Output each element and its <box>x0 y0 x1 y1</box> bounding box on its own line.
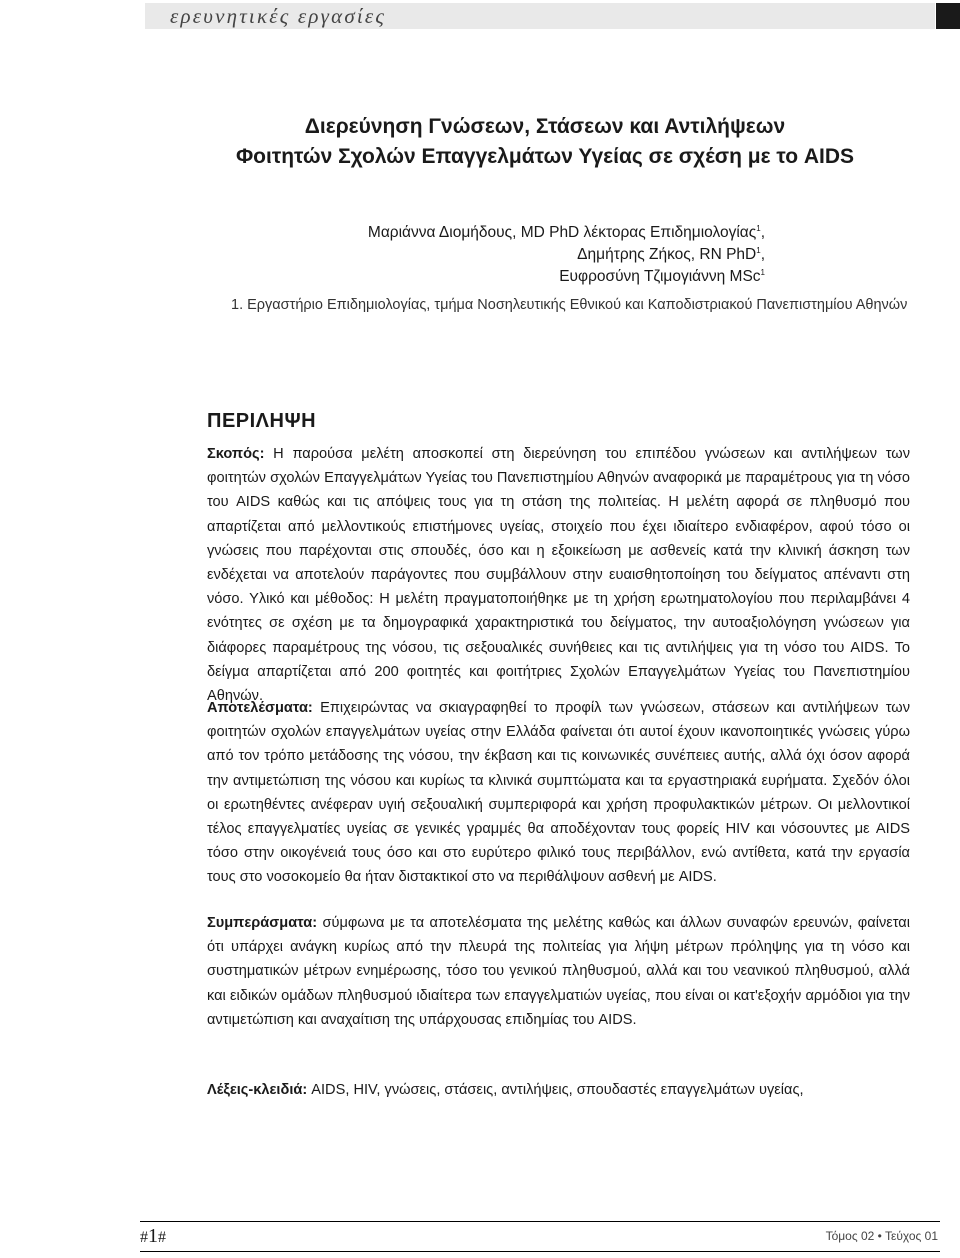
page-number-value: 1 <box>148 1225 158 1247</box>
abstract-aim-paragraph <box>207 442 910 708</box>
abstract-results-paragraph <box>207 696 910 890</box>
author-separator: , <box>760 224 765 242</box>
affiliation: 1. Εργαστήριο Επιδημιολογίας, τμήμα Νοσηλευτικής Εθνικού και Καποδιστριακού Πανεπιστημίου Αθηνών <box>231 297 908 313</box>
results-label: Αποτελέσματα: <box>207 700 313 716</box>
author-name: Ευφροσύνη Τζιμογιάννη MSc <box>559 268 761 286</box>
page-hash-left: # <box>140 1229 148 1246</box>
page-hash-right: # <box>158 1229 166 1246</box>
results-text: Επιχειρώντας να σκιαγραφηθεί το προφίλ των γνώσεων, στάσεων και αντιλήψεων των φοιτητών σχολών επαγγελμάτων υγείας στην Ελλάδα φαίνεται ότι αυτοί έχουν ικανοποιητικές γνώσεις γύρω από τον τρόπο μετάδοσης της νόσου, την έκβαση και τις κοινωνικές συνέπειες αυτής, αλλά όχι όσον αφορά την αντιμετώπιση της νόσου και κυρίως τα κλινικά συμπτώματα και τα εργαστηριακά ευρήματα. Σχεδόν όλοι οι ερωτηθέντες ανέφεραν υγιή σεξουαλική συμπεριφορά και χρήση προφυλακτικών μέτρων. Οι μελλοντικοί τέλος επαγγελματίες υγείας σε γενικές γραμμές θα αποδέχονταν τους φορείς HIV και νόσουντες με AIDS τόσο στην οικογένειά τους όσο και στο ευρύτερο φιλικό τους περιβάλλον, ενώ αντίθετα, κατά την εργασία τους στο νοσοκομείο θα ήταν διστακτικοί στο να περιθάλψουν ασθενή με AIDS. <box>207 700 910 886</box>
volume-issue: Τόμος 02 • Τεύχος 01 <box>825 1229 938 1243</box>
aim-text: Η παρούσα μελέτη αποσκοπεί στη διερεύνηση του επιπέδου γνώσεων και αντιλήψεων των φοιτητών σχολών Επαγγελμάτων Υγείας του Πανεπιστημίου Αθηνών αναφορικά με παραμέτρους για τη νόσο του AIDS καθώς και τις απόψεις τους για τη στάση της πολιτείας. Η μελέτη αφορά σε πληθυσμό που απαρτίζεται από μελλοντικούς επιστήμονες υγείας, στοιχείο που έχει ιδιαίτερο ενδιαφέρον, αφού τόσο οι γνώσεις που παρέχονται στις σπουδές, όσο και η εξοικείωση με ασθενείς κατά την κλινική άσκηση των ενδέχεται να αποτελούν παράγοντες που συμβάλλουν στην ευαισθητοποίηση του δείγματος απέναντι στη νόσο. Υλικό και μέθοδος: Η μελέτη πραγματοποιήθηκε με τη χρήση ερωτηματολογίου που περιλαμβάνει 4 ενότητες σε σχέση με τα δημογραφικά χαρακτηριστικά του δείγματος, την αυτοαξιολόγηση γνώσεων για διάφορες παραμέτρους της νόσου, τις σεξουαλικές συνήθειες και τις αντιλήψεις για τη νόσο του AIDS. Το δείγμα απαρτίζεται από 200 φοιτητές και φοιτήτριες Σχολών Επαγγελμάτων Υγείας του Πανεπιστημίου Αθηνών. <box>207 446 910 705</box>
author-name: Μαριάννα Διομήδους, MD PhD λέκτορας Επιδημιολογίας <box>367 224 757 242</box>
keywords-text: AIDS, HIV, γνώσεις, στάσεις, αντιλήψεις, σπουδαστές επαγγελμάτων υγείας, <box>307 1082 804 1098</box>
abstract-conclusions-paragraph <box>207 911 910 1032</box>
footer-rule-top <box>140 1221 940 1222</box>
author-affiliation-mark: 1 <box>756 224 761 233</box>
page-number <box>140 1225 166 1248</box>
author-affiliation-mark: 1 <box>760 268 765 277</box>
footer-rule-bottom <box>140 1251 940 1252</box>
author-line <box>559 262 765 288</box>
article-title-line-1: Διερεύνηση Γνώσεων, Στάσεων και Αντιλήψεων <box>304 115 786 138</box>
aim-label: Σκοπός: <box>207 446 265 462</box>
keywords-label: Λέξεις-κλειδιά: <box>207 1082 308 1098</box>
section-title: ερευνητικές εργασίες <box>170 4 387 28</box>
abstract-heading: ΠΕΡΙΛΗΨΗ <box>207 410 317 432</box>
conclusions-label: Συμπεράσματα: <box>207 915 318 931</box>
author-name: Δημήτρης Ζήκος, RN PhD <box>577 246 757 264</box>
author-affiliation-mark: 1 <box>756 246 761 255</box>
header-corner-block <box>936 3 960 29</box>
conclusions-text: σύμφωνα με τα αποτελέσματα της μελέτης καθώς και άλλων συναφών ερευνών, φαίνεται ότι υπάρχει ανάγκη κυρίως από την πλευρά της πολιτείας για λήψη μέτρων πρόληψης για τη νόσο και συστηματικών μέτρων ενημέρωσης, τόσο του γενικού πληθυσμού, αλλά και του νεανικού πληθυσμού, αλλά και ειδικών ομάδων πληθυσμού ιδιαίτερα των επαγγελματιών υγείας, που είναι οι κατ'εξοχήν αρμόδιοι για την αντιμετώπιση και αναχαίτιση της υπάρχουσας επιδημίας του AIDS. <box>207 915 910 1028</box>
keywords-paragraph <box>207 1078 910 1102</box>
article-title-line-2: Φοιτητών Σχολών Επαγγελμάτων Υγείας σε σχέση με το AIDS <box>235 145 855 168</box>
author-separator: , <box>760 246 765 264</box>
